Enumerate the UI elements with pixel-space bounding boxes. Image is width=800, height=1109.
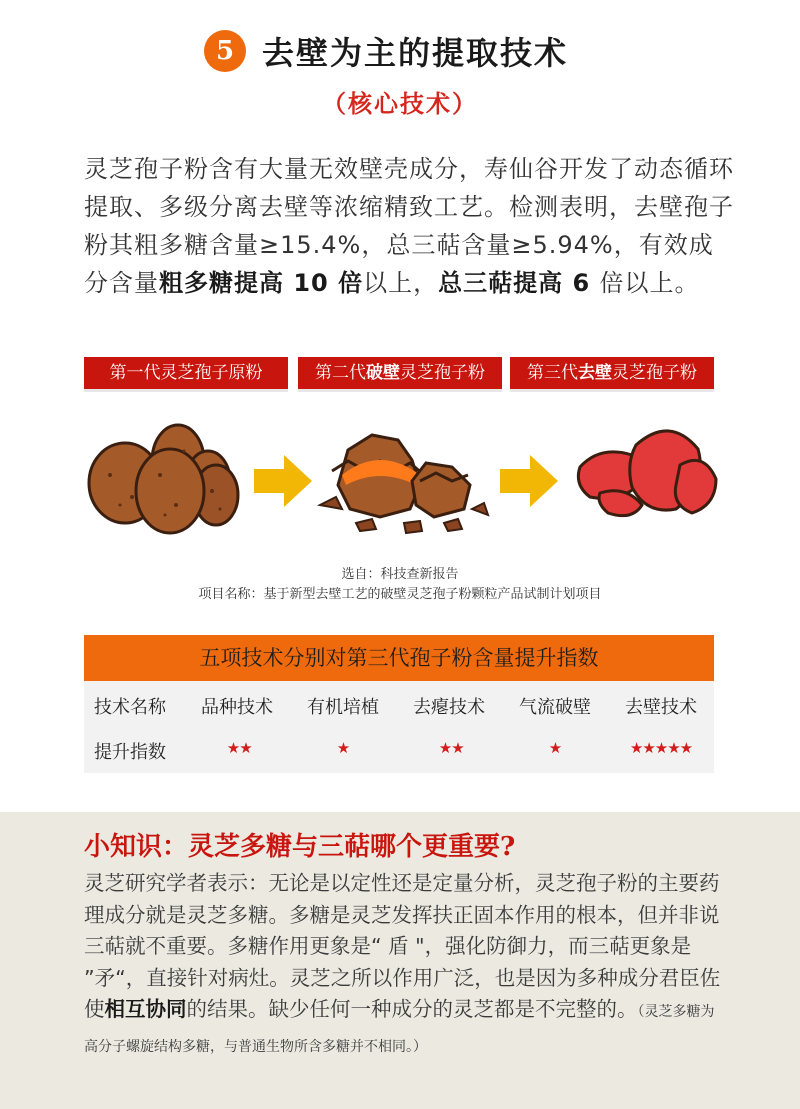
broken-spores-icon: [320, 435, 488, 533]
section-subtitle: （核心技术）: [322, 89, 478, 118]
red-spores-icon: [578, 431, 716, 516]
project-name-line: 项目名称：基于新型去壁工艺的破壁灵芝孢子粉颗粒产品试制计划项目: [198, 587, 602, 602]
tech-name: 品种技术: [201, 697, 273, 718]
row-label-tech: 技术名称: [94, 697, 166, 718]
knowledge-title: 小知识：灵芝多糖与三萜哪个更重要?: [84, 832, 516, 862]
tech-name: 气流破壁: [519, 697, 591, 718]
tech-name: 有机培植: [307, 697, 379, 718]
generation-1-banner: 第一代灵芝孢子原粉: [84, 357, 288, 389]
star-rating-icon: ★★★★★: [629, 739, 693, 757]
right-arrow-icon: [254, 455, 312, 507]
knowledge-paragraph: 灵芝研究学者表示：无论是以定性还是定量分析，灵芝孢子粉的主要药理成分就是灵芝多糖。多糖是灵芝发挥扶正固本作用的根本，但并非说三萜就不重要。多糖作用更象是“ 盾 "，强化防御力，而三萜更象是 ”矛“，直接针对病灶。灵芝之所以作用广泛，也是因为多种成分君臣佐使相互协同的结果。缺少任何一种成分的灵芝都是不完整的。（灵芝多糖为高分子螺旋结构多糖，与普通生物所含多糖并不相同。）: [84, 871, 721, 1055]
section-number-badge: 5: [204, 30, 246, 72]
right-arrow-icon: [500, 455, 558, 507]
table-title: 五项技术分别对第三代孢子粉含量提升指数: [84, 635, 714, 681]
star-rating-icon: ★★: [226, 739, 252, 757]
source-line: 选自：科技查新报告: [341, 567, 459, 582]
star-rating-icon: ★: [336, 739, 350, 757]
section-title: 去壁为主的提取技术: [262, 34, 569, 72]
generation-3-banner: 第三代去壁灵芝孢子粉: [510, 357, 714, 389]
generation-2-banner: 第二代破壁灵芝孢子粉: [298, 357, 502, 389]
tech-name: 去瘪技术: [413, 697, 485, 718]
rating-table: [84, 681, 714, 773]
spore-illustration: [80, 405, 720, 555]
tech-name: 去壁技术: [625, 697, 697, 718]
star-rating-icon: ★: [548, 739, 562, 757]
banner-shadow: [510, 389, 714, 392]
half-star-icon: ★: [239, 739, 252, 757]
intact-spores-icon: [89, 425, 238, 533]
star-rating-icon: ★★: [438, 739, 464, 757]
banner-shadow: [84, 389, 288, 392]
intro-paragraph: 灵芝孢子粉含有大量无效壁壳成分，寿仙谷开发了动态循环提取、多级分离去壁等浓缩精致工艺。检测表明，去壁孢子粉其粗多糖含量≥15.4%，总三萜含量≥5.94%，有效成分含量粗多糖提高 10 倍以上，总三萜提高 6 倍以上。: [84, 155, 734, 297]
row-label-index: 提升指数: [94, 742, 166, 763]
banner-shadow: [298, 389, 502, 392]
half-star-icon: ★: [451, 739, 464, 757]
